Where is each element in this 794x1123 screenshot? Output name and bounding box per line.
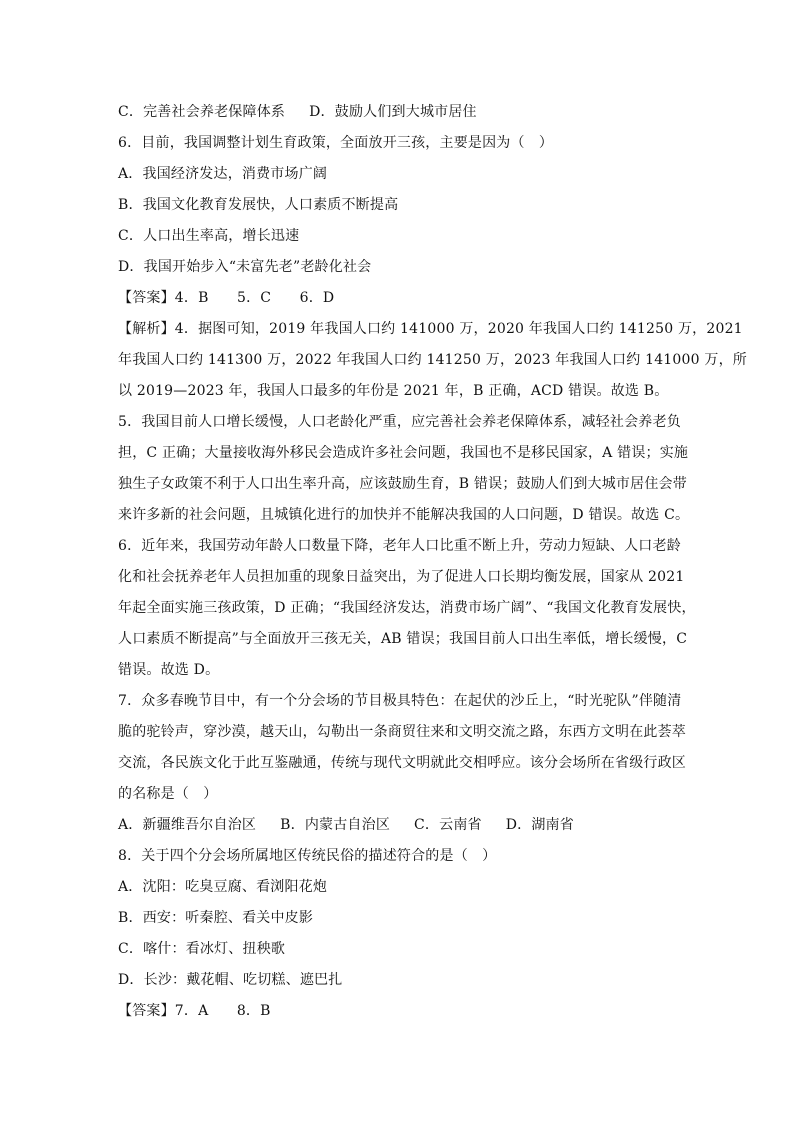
analysis-line: 年我国人口约 141300 万，2022 年我国人口约 141250 万，2023 年我国人口约 141000 万，所 bbox=[118, 352, 747, 368]
analysis-line: 独生子女政策不利于人口出生率升高，应该鼓励生育，B 错误；鼓励人们到大城市居住会带 bbox=[118, 476, 687, 492]
question-6: 6．目前，我国调整计划生育政策，全面放开三孩，主要是因为（ ） bbox=[118, 135, 554, 151]
q6-option-c: C．人口出生率高，增长迅速 bbox=[118, 228, 300, 244]
q8-option-d: D．长沙：戴花帽、吃切糕、遮巴扎 bbox=[118, 972, 343, 988]
analysis-line: 担，C 正确；大量接收海外移民会造成许多社会问题，我国也不是移民国家，A 错误；实施 bbox=[118, 445, 689, 461]
analysis-line: 年起全面实施三孩政策，D 正确；“我国经济发达，消费市场广阔”、“我国文化教育发展快， bbox=[118, 600, 696, 616]
q8-option-c: C．喀什：看冰灯、扭秧歌 bbox=[118, 941, 286, 957]
analysis-line: 【解析】4．据图可知，2019 年我国人口约 141000 万，2020 年我国人口约 141250 万，2021 bbox=[118, 321, 743, 337]
analysis-line: 以 2019—2023 年，我国人口最多的年份是 2021 年，B 正确，ACD 错误。故选 B。 bbox=[118, 383, 669, 399]
q7-option-b: B．内蒙古自治区 bbox=[280, 817, 391, 833]
q6-option-b: B．我国文化教育发展快，人口素质不断提高 bbox=[118, 197, 399, 213]
analysis-line: 来许多新的社会问题，且城镇化进行的加快并不能解决我国的人口问题，D 错误。故选 C。 bbox=[118, 507, 690, 523]
analysis-line: 人口素质不断提高”与全面放开三孩无关，AB 错误；我国目前人口出生率低，增长缓慢，C bbox=[118, 631, 688, 647]
answer-4-6: 【答案】4．B 5．C 6．D bbox=[118, 290, 335, 306]
question-7: 7．众多春晚节目中，有一个分会场的节目极具特色：在起伏的沙丘上，“时光驼队”伴随清 bbox=[118, 693, 682, 709]
q7-option-c: C．云南省 bbox=[414, 817, 482, 833]
q6-option-a: A．我国经济发达，消费市场广阔 bbox=[118, 166, 328, 182]
option-row-c-d bbox=[118, 102, 688, 122]
question-7-line: 脆的驼铃声，穿沙漠，越天山，勾勒出一条商贸往来和文明交流之路，东西方文明在此荟萃 bbox=[118, 724, 686, 740]
analysis-line: 化和社会抚养老年人员担加重的现象日益突出，为了促进人口长期均衡发展，国家从 2021 bbox=[118, 569, 685, 585]
q8-option-b: B．西安：听秦腔、看关中皮影 bbox=[118, 910, 314, 926]
option-c: C．完善社会养老保障体系 bbox=[118, 104, 286, 120]
analysis-line: 错误。故选 D。 bbox=[118, 662, 220, 678]
question-7-line: 的名称是（ ） bbox=[118, 786, 218, 802]
analysis-line: 5．我国目前人口增长缓慢，人口老龄化严重，应完善社会养老保障体系，减轻社会养老负 bbox=[118, 414, 681, 430]
q7-options-row bbox=[118, 815, 688, 835]
q7-option-a: A．新疆维吾尔自治区 bbox=[118, 817, 257, 833]
option-d: D．鼓励人们到大城市居住 bbox=[309, 104, 477, 120]
answer-7-8: 【答案】7．A 8．B bbox=[118, 1003, 271, 1019]
q8-option-a: A．沈阳：吃臭豆腐、看浏阳花炮 bbox=[118, 879, 328, 895]
question-7-line: 交流，各民族文化于此互鉴融通，传统与现代文明就此交相呼应。该分会场所在省级行政区 bbox=[118, 755, 686, 771]
question-8: 8．关于四个分会场所属地区传统民俗的描述符合的是（ ） bbox=[118, 848, 497, 864]
q6-option-d: D．我国开始步入“未富先老”老龄化社会 bbox=[118, 259, 372, 275]
q7-option-d: D．湖南省 bbox=[505, 817, 574, 833]
analysis-line: 6．近年来，我国劳动年龄人口数量下降，老年人口比重不断上升，劳动力短缺、人口老龄 bbox=[118, 538, 681, 554]
